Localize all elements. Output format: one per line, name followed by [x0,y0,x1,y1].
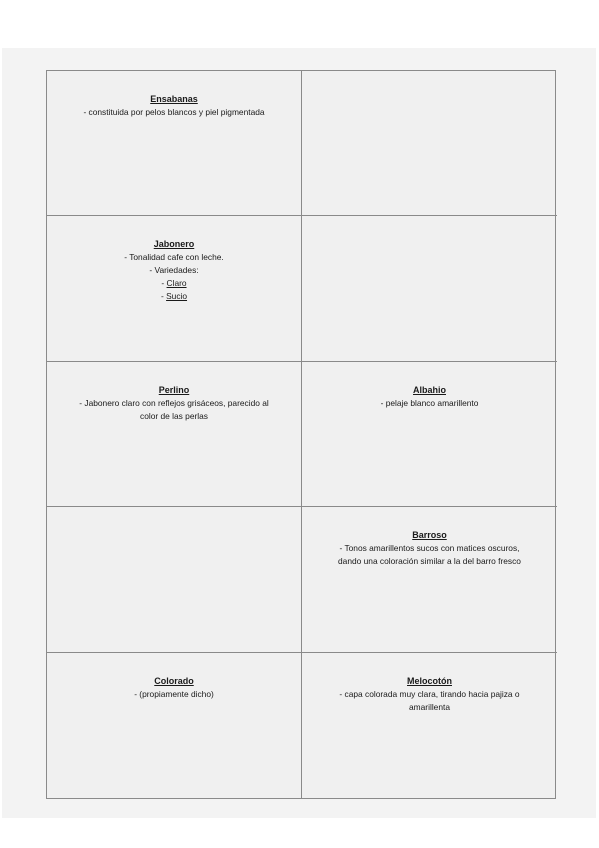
variety-prefix: - [161,278,167,289]
document-page [2,48,596,818]
card-line: - capa colorada muy clara, tirando hacia pajiza o [339,688,520,699]
variety-item [53,277,295,290]
card-title: Colorado [154,675,194,686]
card-perlino [47,362,302,507]
card-colorado [47,653,302,798]
card-line: - constituida por pelos blancos y piel pigmentada [83,107,265,117]
card-albahio [302,362,557,507]
card-barroso [302,507,557,652]
variety-name: Sucio [166,291,188,302]
card-line: amarillenta [409,701,450,712]
card-line: dando una coloración similar a la del barro fresco [338,556,521,567]
card-title: Ensabanas [150,94,198,104]
card-title: Jabonero [153,239,195,250]
card-line: - pelaje blanco amarillento [380,397,479,408]
card-title: Albahio [413,384,446,395]
card-empty-2 [302,216,557,361]
card-melocoton [302,653,557,798]
card-title: Perlino [158,384,190,395]
card-empty-1 [302,71,557,216]
card-line: - (propiamente dicho) [134,688,214,699]
card-title: Barroso [412,530,447,541]
card-title: Melocotón [407,675,452,686]
variety-name: Claro [166,278,187,289]
card-line: - Tonos amarillentos sucos con matices oscuros, [339,543,520,554]
card-grid [46,70,556,799]
card-jabonero [47,216,302,361]
card-line: color de las perlas [140,410,208,421]
card-empty-3 [47,507,302,652]
variety-prefix: - [160,291,167,302]
card-line: - Jabonero claro con reflejos grisáceos, parecido al [79,397,269,408]
card-ensabanas [47,71,302,216]
variety-item [53,290,295,303]
card-line: - Variedades: [149,265,199,276]
card-line: - Tonalidad cafe con leche. [124,252,224,263]
